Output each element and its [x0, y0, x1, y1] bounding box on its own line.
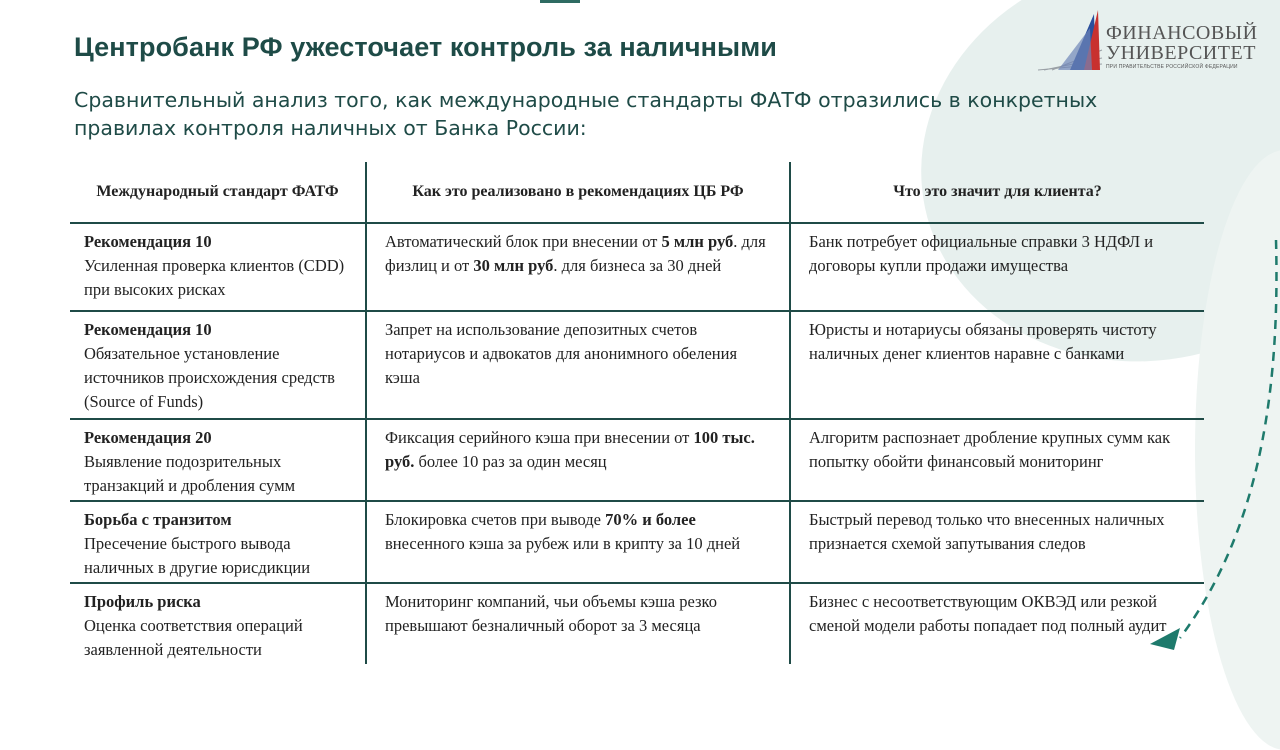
university-logo: [1034, 8, 1258, 74]
text-fragment: Фиксация серийного кэша при внесении от: [385, 428, 694, 447]
highlighted-value: 30 млн руб: [473, 256, 554, 275]
table-header-row: [70, 162, 1204, 223]
header-client-meaning: Что это значит для клиента?: [790, 162, 1204, 223]
cell-client-meaning: Банк потребует официальные справки 3 НДФЛ и договоры купли продажи имущества: [790, 223, 1204, 311]
slide-title: Центробанк РФ ужесточает контроль за наличными: [74, 32, 777, 62]
table-row: [70, 583, 1204, 664]
highlighted-value: 100 тыс. руб.: [385, 428, 755, 471]
cell-fatf-standard: [70, 223, 366, 311]
text-fragment: Запрет на использование депозитных счетов нотариусов и адвокатов для анонимного обеления кэша: [385, 320, 738, 387]
comparison-table: [70, 162, 1204, 664]
cell-cb-implementation: [366, 501, 790, 583]
top-accent-bar: [540, 0, 580, 3]
standard-description: Усиленная проверка клиентов (CDD) при высоких рисках: [84, 256, 345, 299]
table-row: [70, 311, 1204, 419]
standard-title: Рекомендация 20: [84, 428, 212, 447]
text-fragment: более 10 раз за один месяц: [414, 452, 607, 471]
university-logo-emblem-icon: [1034, 8, 1106, 74]
cell-fatf-standard: [70, 419, 366, 501]
text-fragment: внесенного кэша за рубеж или в крипту за 10 дней: [385, 534, 741, 553]
logo-text-line1: ФИНАНСОВЫЙ: [1106, 22, 1258, 44]
cell-cb-implementation: [366, 419, 790, 501]
standard-title: Борьба с транзитом: [84, 510, 232, 529]
slide-subtitle: Сравнительный анализ того, как международные стандарты ФАТФ отразились в конкретных правилах контроля наличных от Банка России:: [74, 88, 1098, 140]
standard-title: Рекомендация 10: [84, 320, 212, 339]
cell-fatf-standard: [70, 583, 366, 664]
cell-cb-implementation: [366, 223, 790, 311]
text-fragment: Автоматический блок при внесении от: [385, 232, 662, 251]
text-fragment: . для бизнеса за 30 дней: [553, 256, 722, 275]
cell-fatf-standard: [70, 311, 366, 419]
standard-description: Обязательное установление источников происхождения средств (Source of Funds): [84, 344, 335, 411]
cell-client-meaning: Алгоритм распознает дробление крупных сумм как попытку обойти финансовый мониторинг: [790, 419, 1204, 501]
table-row: [70, 223, 1204, 311]
standard-description: Оценка соответствия операций заявленной деятельности: [84, 616, 303, 659]
text-fragment: Блокировка счетов при выводе: [385, 510, 606, 529]
header-fatf-standard: Международный стандарт ФАТФ: [70, 162, 366, 223]
cell-cb-implementation: [366, 311, 790, 419]
cell-cb-implementation: [366, 583, 790, 664]
header-cb-implementation: Как это реализовано в рекомендациях ЦБ РФ: [366, 162, 790, 223]
table-row: [70, 501, 1204, 583]
standard-description: Пресечение быстрого вывода наличных в другие юрисдикции: [84, 534, 311, 577]
logo-text-line3: ПРИ ПРАВИТЕЛЬСТВЕ РОССИЙСКОЙ ФЕДЕРАЦИИ: [1106, 64, 1238, 70]
logo-text-line2: УНИВЕРСИТЕТ: [1106, 42, 1256, 64]
text-fragment: Мониторинг компаний, чьи объемы кэша резко превышают безналичный оборот за 3 месяца: [385, 592, 717, 635]
highlighted-value: 70% и более: [605, 510, 696, 529]
standard-title: Профиль риска: [84, 592, 201, 611]
standard-description: Выявление подозрительных транзакций и дробления сумм: [84, 452, 296, 495]
cell-client-meaning: Юристы и нотариусы обязаны проверять чистоту наличных денег клиентов наравне с банками: [790, 311, 1204, 419]
cell-client-meaning: Быстрый перевод только что внесенных наличных признается схемой запутывания следов: [790, 501, 1204, 583]
dashed-curved-arrow-icon: [1140, 230, 1280, 650]
standard-title: Рекомендация 10: [84, 232, 212, 251]
text-fragment: . для физлиц и от: [385, 232, 766, 275]
highlighted-value: 5 млн руб: [661, 232, 734, 251]
table-row: [70, 419, 1204, 501]
cell-fatf-standard: [70, 501, 366, 583]
cell-client-meaning: Бизнес с несоответствующим ОКВЭД или резкой сменой модели работы попадает под полный аудит: [790, 583, 1204, 664]
